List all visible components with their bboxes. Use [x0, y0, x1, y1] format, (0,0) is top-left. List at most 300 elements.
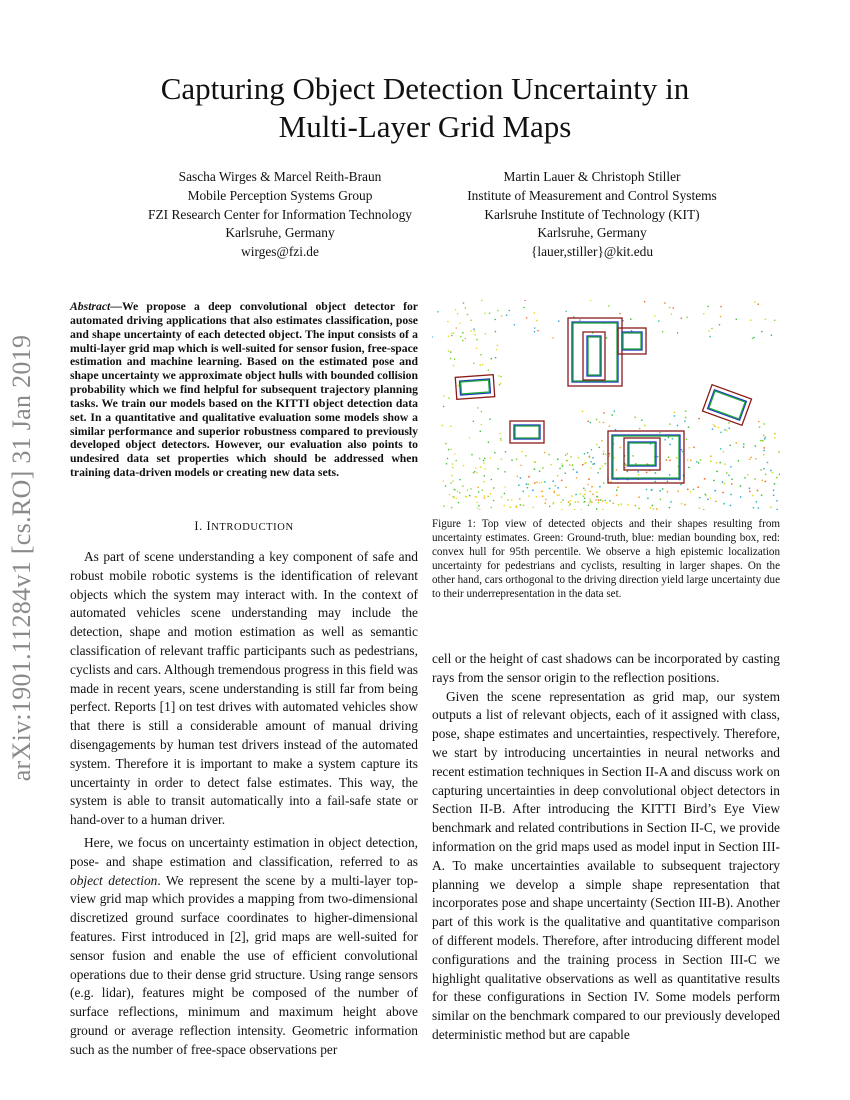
lidar-point [583, 495, 585, 497]
lidar-point [584, 501, 586, 503]
lidar-point [519, 498, 521, 500]
lidar-point [485, 333, 487, 335]
lidar-point [598, 499, 600, 501]
lidar-point [649, 507, 651, 509]
lidar-point [556, 494, 558, 496]
lidar-point [763, 423, 765, 425]
lidar-point [520, 465, 522, 467]
lidar-point [763, 454, 765, 456]
lidar-point [707, 499, 709, 501]
lidar-point [443, 505, 445, 507]
lidar-point [764, 438, 766, 440]
arxiv-stamp [4, 298, 40, 818]
abstract-label: Abstract [70, 300, 111, 313]
lidar-point [539, 470, 541, 472]
lidar-point [542, 491, 544, 493]
lidar-point [544, 502, 546, 504]
lidar-point [616, 489, 618, 491]
abstract [70, 300, 418, 480]
lidar-point [626, 471, 628, 473]
lidar-point [654, 315, 656, 317]
lidar-point [480, 354, 482, 356]
lidar-point [669, 474, 671, 476]
lidar-point [681, 503, 683, 505]
lidar-point [703, 313, 705, 315]
lidar-point [763, 450, 765, 452]
lidar-point [539, 482, 541, 484]
lidar-point [749, 487, 751, 489]
lidar-point [584, 497, 586, 499]
lidar-point [446, 463, 448, 465]
lidar-point [456, 327, 458, 329]
author-location: Karlsruhe, Germany [537, 225, 647, 241]
lidar-point [511, 459, 513, 461]
lidar-point [597, 502, 599, 504]
lidar-point [726, 472, 728, 474]
lidar-point [534, 312, 536, 314]
lidar-point [500, 440, 502, 442]
lidar-point [582, 464, 584, 466]
paper-title [70, 70, 780, 146]
lidar-point [588, 478, 590, 480]
lidar-point [578, 457, 580, 459]
lidar-point [460, 336, 462, 338]
lidar-point [610, 481, 612, 483]
hull-box [583, 332, 605, 380]
lidar-point [484, 468, 486, 470]
lidar-point [752, 495, 754, 497]
lidar-point [722, 481, 724, 483]
lidar-point [589, 502, 591, 504]
lidar-point [603, 482, 605, 484]
lidar-point [484, 497, 486, 499]
lidar-point [720, 306, 722, 308]
lidar-point [479, 458, 481, 460]
lidar-point [667, 491, 669, 493]
lidar-point [475, 467, 477, 469]
lidar-point [494, 452, 496, 454]
lidar-point [699, 497, 701, 499]
lidar-point [743, 446, 745, 448]
lidar-point [534, 327, 536, 329]
lidar-point [662, 488, 664, 490]
lidar-point [589, 498, 591, 500]
lidar-point [534, 461, 536, 463]
lidar-point [523, 307, 525, 309]
lidar-point [616, 469, 618, 471]
lidar-point [573, 469, 575, 471]
lidar-point [755, 458, 757, 460]
lidar-point [759, 426, 761, 428]
lidar-point [728, 475, 730, 477]
lidar-point [776, 509, 778, 510]
median-box [587, 336, 601, 376]
lidar-point [611, 414, 613, 416]
lidar-point [669, 444, 671, 446]
lidar-point [453, 365, 455, 367]
lidar-point [481, 411, 483, 413]
lidar-point [476, 472, 478, 474]
lidar-point [483, 481, 485, 483]
lidar-point [715, 501, 717, 503]
lidar-point [690, 491, 692, 493]
intro-paragraph-1: As part of scene understanding a key component of safe and robust mobile robotic systems is the identification of relevant objects which the system may interact with. In the context of automated vehicles scene understanding may include the detection, shape and motion estimation as well as semantic classification of relevant traffic participants such as pedestrians, cyclists and cars. Although tremendous progress in this field was made in recent years, scene understanding is still far from being perfect. Reports [1] on test drives with automated vehicles show that there is still a considerable amount of manual driving disengagements by human test drivers instead of the automated system. Therefore it is important to make a system capture its uncertainty in order to detect false estimates. This way, the system is able to transit automatically into a fail-safe state or hand-over to a human driver. [70, 549, 418, 828]
lidar-point [776, 477, 778, 479]
lidar-point [442, 425, 444, 427]
lidar-point [587, 420, 589, 422]
lidar-point [506, 314, 508, 316]
lidar-point [467, 314, 469, 316]
lidar-point [504, 493, 506, 495]
lidar-point [724, 429, 726, 431]
lidar-point [521, 451, 523, 453]
lidar-point [770, 507, 772, 509]
lidar-point [497, 468, 499, 470]
lidar-point [474, 334, 476, 336]
ground-truth-box [461, 380, 490, 394]
lidar-point [779, 473, 780, 475]
lidar-point [693, 488, 695, 490]
lidar-point [686, 439, 688, 441]
lidar-point [588, 505, 590, 507]
lidar-point [774, 320, 776, 322]
lidar-point [599, 421, 601, 423]
lidar-point [454, 358, 456, 360]
lidar-point [552, 337, 554, 339]
lidar-point [484, 475, 486, 477]
lidar-point [489, 418, 491, 420]
lidar-point [501, 496, 503, 498]
lidar-point [584, 494, 586, 496]
lidar-point [545, 499, 547, 501]
lidar-point [685, 410, 687, 412]
lidar-point [723, 451, 725, 453]
lidar-point [554, 485, 556, 487]
lidar-point [491, 479, 493, 481]
lidar-point [604, 463, 606, 465]
lidar-point [596, 496, 598, 498]
lidar-point [490, 493, 492, 495]
lidar-point [599, 486, 601, 488]
lidar-point [750, 319, 752, 321]
lidar-point [763, 435, 765, 437]
lidar-point [757, 490, 759, 492]
lidar-point [585, 462, 587, 464]
detection-boxes [455, 318, 751, 483]
lidar-point [744, 477, 746, 479]
author-email: wirges@fzi.de [241, 244, 319, 260]
lidar-point [719, 462, 721, 464]
lidar-point [517, 476, 519, 478]
lidar-point [740, 496, 742, 498]
lidar-point [501, 458, 503, 460]
lidar-point [687, 489, 689, 491]
author-names: Sascha Wirges & Marcel Reith-Braun [178, 169, 382, 184]
lidar-point [668, 456, 670, 458]
section-numeral: I. [194, 519, 203, 533]
lidar-point [638, 496, 640, 498]
lidar-point [514, 324, 516, 326]
lidar-point [761, 331, 763, 333]
author-institution: Karlsruhe Institute of Technology (KIT) [484, 206, 700, 222]
lidar-point [601, 440, 603, 442]
lidar-point [450, 351, 452, 353]
lidar-point [693, 447, 695, 449]
lidar-point [603, 451, 605, 453]
lidar-point [590, 300, 592, 301]
lidar-point [474, 496, 476, 498]
lidar-point [602, 500, 604, 502]
lidar-point [498, 375, 500, 377]
lidar-point [522, 491, 524, 493]
lidar-point [597, 472, 599, 474]
lidar-point [738, 460, 740, 462]
lidar-point [534, 468, 536, 470]
lidar-point [688, 447, 690, 449]
intro-p2-part-a: Here, we focus on uncertainty estimation in object detection, pose- and shape estimation and classification, referred to as [70, 834, 418, 869]
lidar-point [569, 464, 571, 466]
ground-truth-box [623, 333, 641, 349]
lidar-point [729, 444, 731, 446]
lidar-point [596, 491, 598, 493]
lidar-point [484, 313, 486, 315]
lidar-point [488, 441, 490, 443]
lidar-point [696, 461, 698, 463]
lidar-point [763, 468, 765, 470]
lidar-point [450, 358, 452, 360]
lidar-point [659, 490, 661, 492]
lidar-point [654, 481, 656, 483]
lidar-point [575, 494, 577, 496]
lidar-point [565, 311, 567, 313]
lidar-point [470, 488, 472, 490]
lidar-point [476, 339, 478, 341]
lidar-point [518, 484, 520, 486]
lidar-point [542, 467, 544, 469]
lidar-point [690, 460, 692, 462]
lidar-point [617, 486, 619, 488]
lidar-point [655, 472, 657, 474]
lidar-point [487, 496, 489, 498]
lidar-point [488, 369, 490, 371]
lidar-point [525, 455, 527, 457]
lidar-point [730, 494, 732, 496]
lidar-point [451, 335, 453, 337]
lidar-point [666, 459, 668, 461]
lidar-point [516, 506, 518, 508]
lidar-point [743, 443, 745, 445]
lidar-point [495, 331, 497, 333]
lidar-point [481, 424, 483, 426]
lidar-point [528, 495, 530, 497]
lidar-point [520, 504, 522, 506]
lidar-point [507, 499, 509, 501]
lidar-point [659, 432, 661, 434]
lidar-point [669, 423, 671, 425]
lidar-point [536, 320, 538, 322]
median-box [514, 425, 540, 439]
lidar-point [553, 503, 555, 505]
lidar-point [711, 328, 713, 330]
lidar-point [516, 458, 518, 460]
lidar-point [565, 472, 567, 474]
lidar-point [765, 474, 767, 476]
lidar-point [749, 491, 751, 493]
lidar-point [570, 456, 572, 458]
lidar-point [565, 454, 567, 456]
lidar-point [687, 459, 689, 461]
lidar-point [465, 307, 467, 309]
lidar-point [497, 345, 499, 347]
lidar-point [638, 508, 640, 510]
lidar-point [499, 433, 501, 435]
lidar-point [716, 471, 718, 473]
lidar-point [567, 460, 569, 462]
lidar-point [493, 487, 495, 489]
lidar-point [560, 502, 562, 504]
lidar-point [583, 487, 585, 489]
lidar-point [680, 484, 682, 486]
lidar-point [470, 319, 472, 321]
lidar-point [557, 475, 559, 477]
lidar-point [463, 465, 465, 467]
lidar-point [627, 504, 629, 506]
lidar-point [764, 481, 766, 483]
lidar-point [557, 458, 559, 460]
lidar-point [501, 315, 503, 317]
lidar-point [571, 495, 573, 497]
lidar-point [443, 406, 445, 408]
lidar-point [699, 507, 701, 509]
lidar-point [634, 416, 636, 418]
lidar-point [761, 480, 763, 482]
lidar-point [724, 483, 726, 485]
lidar-point [526, 483, 528, 485]
lidar-point [587, 484, 589, 486]
lidar-point [470, 330, 472, 332]
lidar-point [644, 425, 646, 427]
lidar-point [559, 468, 561, 470]
lidar-point [756, 501, 758, 503]
lidar-point [669, 307, 671, 309]
lidar-point [647, 497, 649, 499]
lidar-point [453, 496, 455, 498]
lidar-point [579, 319, 581, 321]
lidar-point [477, 407, 479, 409]
lidar-point [684, 504, 686, 506]
lidar-point [576, 477, 578, 479]
lidar-point [731, 478, 733, 480]
lidar-point [557, 487, 559, 489]
lidar-point [713, 480, 715, 482]
author-group: Institute of Measurement and Control Systems [467, 187, 717, 203]
lidar-point [619, 313, 621, 315]
lidar-point [511, 499, 513, 501]
lidar-point [452, 467, 454, 469]
lidar-point [582, 411, 584, 413]
lidar-point [728, 422, 730, 424]
lidar-point [749, 458, 751, 460]
intro-p2-part-b: . We represent the scene by a multi-layer top-view grid map which provides a mapping from two-dimensional discretized ground surface coordinates to higher-dimensional features. First introduced in [2], grid maps are well-suited for sensor fusion and enable the use of efficient convolutional operations due to their dense grid structure. Using range sensors (e.g. lidar), features might be composed of the number of surface reflections, minimum and maximum height above ground or average reflection intensity. Geometric information such as the number of free-space observations per [70, 872, 418, 1057]
lidar-point [590, 467, 592, 469]
lidar-point [509, 310, 511, 312]
lidar-point [462, 332, 464, 334]
lidar-point [503, 505, 505, 507]
lidar-point [473, 328, 475, 330]
lidar-point [726, 430, 728, 432]
lidar-point [497, 310, 499, 312]
lidar-point [630, 318, 632, 320]
lidar-point [542, 495, 544, 497]
lidar-point [589, 491, 591, 493]
lidar-point [478, 491, 480, 493]
lidar-point [613, 410, 615, 412]
lidar-point [552, 480, 554, 482]
lidar-point [698, 462, 700, 464]
lidar-point [456, 498, 458, 500]
lidar-point [722, 492, 724, 494]
lidar-point [483, 460, 485, 462]
lidar-point [758, 421, 760, 423]
lidar-point [598, 446, 600, 448]
lidar-point [771, 334, 773, 336]
lidar-point [730, 466, 732, 468]
lidar-point [574, 501, 576, 503]
lidar-point [707, 306, 709, 308]
ground-truth-box [515, 426, 539, 438]
title-line-1: Capturing Object Detection Uncertainty in [160, 71, 690, 106]
lidar-point [584, 489, 586, 491]
abstract-text: —We propose a deep convolutional object detector for automated driving applications that also estimates classification, pose and shape uncertainty of each detected object. The input consists of a multi-layer grid map which is well-suited for sensor fusion, free-space estimation and machine learning. Based on the estimated pose and shape uncertainty we approximate object hulls with bounded collision probability which we find helpful for subsequent trajectory planning tasks. We train our models based on the KITTI object detection data set. In a quantitative and qualitative evaluation some models show a similar performance and superior robustness compared to previously developed object detectors. However, our evaluation also points to undesired data set properties which should be addressed when training data-driven models or creating new data sets. [70, 300, 418, 480]
lidar-point [477, 487, 479, 489]
lidar-point [459, 492, 461, 494]
lidar-point [710, 455, 712, 457]
lidar-point [594, 463, 596, 465]
lidar-point [653, 508, 655, 510]
lidar-point [561, 480, 563, 482]
lidar-point [688, 426, 690, 428]
lidar-point [443, 395, 445, 397]
lidar-point [569, 505, 571, 507]
lidar-point [534, 482, 536, 484]
lidar-point [609, 500, 611, 502]
median-box [628, 442, 656, 466]
arxiv-identifier: arXiv:1901.11284v1 [cs.RO] 31 Jan 2019 [7, 334, 36, 782]
lidar-point [735, 442, 737, 444]
lidar-point [576, 471, 578, 473]
lidar-point [670, 501, 672, 503]
figure-1 [432, 300, 780, 510]
lidar-point [452, 480, 454, 482]
lidar-point [595, 499, 597, 501]
lidar-point [481, 300, 483, 301]
lidar-point [536, 496, 538, 498]
lidar-point [774, 437, 776, 439]
lidar-point [445, 443, 447, 445]
lidar-point [479, 364, 481, 366]
lidar-point [483, 462, 485, 464]
lidar-point [774, 483, 776, 485]
lidar-point [615, 429, 617, 431]
lidar-point [445, 485, 447, 487]
lidar-point [772, 472, 774, 474]
lidar-point [753, 507, 755, 509]
lidar-point [757, 303, 759, 305]
lidar-point [747, 474, 749, 476]
author-block-left [100, 168, 460, 262]
lidar-point [544, 481, 546, 483]
lidar-point [704, 494, 706, 496]
